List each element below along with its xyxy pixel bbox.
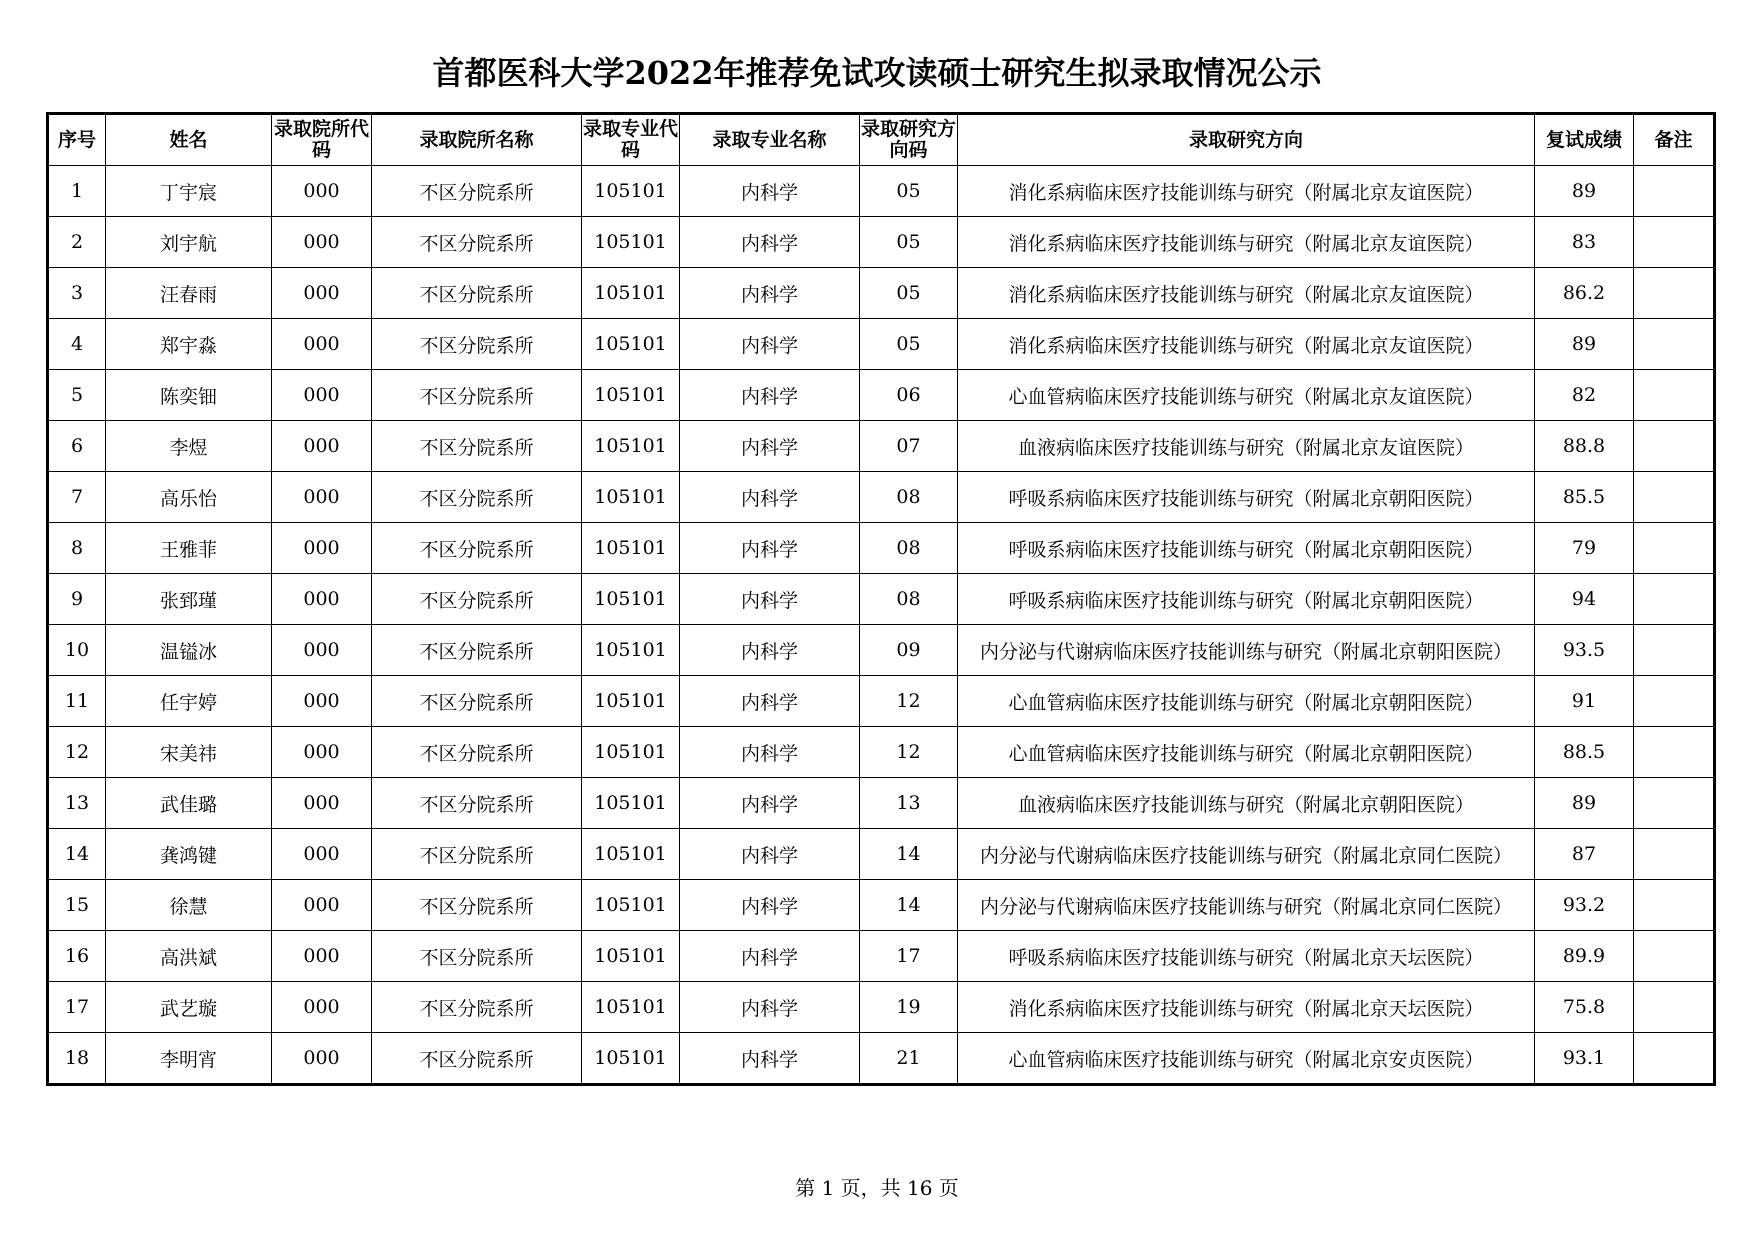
cell-seq: 16	[48, 931, 106, 982]
cell-name: 陈奕钿	[106, 370, 272, 421]
cell-dir-code: 13	[860, 778, 958, 829]
cell-direction: 内分泌与代谢病临床医疗技能训练与研究（附属北京朝阳医院）	[958, 625, 1535, 676]
cell-major-code: 105101	[582, 166, 680, 217]
cell-major-code: 105101	[582, 676, 680, 727]
cell-name: 郑宇淼	[106, 319, 272, 370]
cell-seq: 3	[48, 268, 106, 319]
cell-inst-name: 不区分院系所	[372, 778, 582, 829]
cell-seq: 4	[48, 319, 106, 370]
cell-seq: 7	[48, 472, 106, 523]
cell-dir-code: 05	[860, 268, 958, 319]
cell-seq: 1	[48, 166, 106, 217]
cell-major-name: 内科学	[680, 880, 860, 931]
cell-major-code: 105101	[582, 829, 680, 880]
header-note: 备注	[1634, 114, 1715, 166]
cell-score: 93.2	[1535, 880, 1634, 931]
cell-seq: 12	[48, 727, 106, 778]
cell-inst-code: 000	[272, 370, 372, 421]
cell-seq: 13	[48, 778, 106, 829]
cell-major-name: 内科学	[680, 574, 860, 625]
cell-note	[1634, 880, 1715, 931]
cell-inst-name: 不区分院系所	[372, 472, 582, 523]
cell-inst-code: 000	[272, 523, 372, 574]
cell-note	[1634, 268, 1715, 319]
table-row	[48, 574, 1715, 625]
header-major-name: 录取专业名称	[680, 114, 860, 166]
cell-name: 武艺璇	[106, 982, 272, 1033]
cell-dir-code: 05	[860, 166, 958, 217]
header-inst-code: 录取院所代码	[272, 114, 372, 166]
cell-inst-name: 不区分院系所	[372, 676, 582, 727]
cell-inst-name: 不区分院系所	[372, 268, 582, 319]
cell-major-name: 内科学	[680, 625, 860, 676]
cell-score: 86.2	[1535, 268, 1634, 319]
cell-major-code: 105101	[582, 472, 680, 523]
cell-dir-code: 08	[860, 472, 958, 523]
cell-major-name: 内科学	[680, 1033, 860, 1085]
cell-note	[1634, 319, 1715, 370]
cell-inst-name: 不区分院系所	[372, 1033, 582, 1085]
cell-direction: 血液病临床医疗技能训练与研究（附属北京朝阳医院）	[958, 778, 1535, 829]
cell-note	[1634, 778, 1715, 829]
cell-score: 89.9	[1535, 931, 1634, 982]
cell-direction: 血液病临床医疗技能训练与研究（附属北京友谊医院）	[958, 421, 1535, 472]
cell-inst-name: 不区分院系所	[372, 166, 582, 217]
cell-name: 宋美祎	[106, 727, 272, 778]
cell-major-name: 内科学	[680, 421, 860, 472]
cell-inst-code: 000	[272, 676, 372, 727]
cell-inst-name: 不区分院系所	[372, 523, 582, 574]
cell-seq: 9	[48, 574, 106, 625]
cell-score: 87	[1535, 829, 1634, 880]
cell-note	[1634, 217, 1715, 268]
cell-seq: 15	[48, 880, 106, 931]
cell-note	[1634, 1033, 1715, 1085]
cell-inst-code: 000	[272, 829, 372, 880]
cell-note	[1634, 166, 1715, 217]
cell-direction: 内分泌与代谢病临床医疗技能训练与研究（附属北京同仁医院）	[958, 880, 1535, 931]
table-row	[48, 523, 1715, 574]
cell-major-code: 105101	[582, 268, 680, 319]
cell-note	[1634, 370, 1715, 421]
cell-major-code: 105101	[582, 625, 680, 676]
cell-inst-name: 不区分院系所	[372, 931, 582, 982]
cell-inst-code: 000	[272, 880, 372, 931]
cell-direction: 心血管病临床医疗技能训练与研究（附属北京友谊医院）	[958, 370, 1535, 421]
cell-dir-code: 08	[860, 574, 958, 625]
cell-direction: 呼吸系病临床医疗技能训练与研究（附属北京天坛医院）	[958, 931, 1535, 982]
cell-score: 75.8	[1535, 982, 1634, 1033]
cell-score: 93.5	[1535, 625, 1634, 676]
cell-major-code: 105101	[582, 574, 680, 625]
cell-direction: 消化系病临床医疗技能训练与研究（附属北京友谊医院）	[958, 268, 1535, 319]
cell-note	[1634, 523, 1715, 574]
cell-inst-code: 000	[272, 625, 372, 676]
cell-dir-code: 05	[860, 217, 958, 268]
cell-major-code: 105101	[582, 217, 680, 268]
cell-major-code: 105101	[582, 421, 680, 472]
cell-inst-name: 不区分院系所	[372, 625, 582, 676]
cell-name: 王雅菲	[106, 523, 272, 574]
cell-dir-code: 14	[860, 880, 958, 931]
cell-inst-code: 000	[272, 1033, 372, 1085]
cell-note	[1634, 829, 1715, 880]
cell-major-code: 105101	[582, 370, 680, 421]
cell-name: 丁宇宸	[106, 166, 272, 217]
cell-name: 任宇婷	[106, 676, 272, 727]
cell-note	[1634, 931, 1715, 982]
cell-seq: 6	[48, 421, 106, 472]
table-row	[48, 829, 1715, 880]
cell-score: 89	[1535, 778, 1634, 829]
header-major-code: 录取专业代码	[582, 114, 680, 166]
cell-name: 高洪斌	[106, 931, 272, 982]
cell-inst-code: 000	[272, 166, 372, 217]
table-row	[48, 625, 1715, 676]
cell-score: 85.5	[1535, 472, 1634, 523]
cell-direction: 消化系病临床医疗技能训练与研究（附属北京友谊医院）	[958, 217, 1535, 268]
cell-inst-name: 不区分院系所	[372, 370, 582, 421]
header-inst-name: 录取院所名称	[372, 114, 582, 166]
table-row	[48, 370, 1715, 421]
cell-seq: 2	[48, 217, 106, 268]
cell-score: 94	[1535, 574, 1634, 625]
header-row	[48, 114, 1715, 166]
table-row	[48, 982, 1715, 1033]
table-row	[48, 778, 1715, 829]
cell-major-code: 105101	[582, 523, 680, 574]
cell-score: 79	[1535, 523, 1634, 574]
page-title: 首都医科大学2022年推荐免试攻读硕士研究生拟录取情况公示	[432, 54, 1322, 92]
cell-major-name: 内科学	[680, 319, 860, 370]
table-row	[48, 166, 1715, 217]
cell-inst-name: 不区分院系所	[372, 829, 582, 880]
cell-name: 汪春雨	[106, 268, 272, 319]
cell-major-name: 内科学	[680, 931, 860, 982]
cell-name: 武佳璐	[106, 778, 272, 829]
page-footer: 第 1 页，共 16 页	[795, 1176, 959, 1200]
cell-name: 徐慧	[106, 880, 272, 931]
table-row	[48, 421, 1715, 472]
table-row	[48, 727, 1715, 778]
cell-dir-code: 08	[860, 523, 958, 574]
cell-inst-name: 不区分院系所	[372, 880, 582, 931]
cell-name: 刘宇航	[106, 217, 272, 268]
cell-major-name: 内科学	[680, 727, 860, 778]
cell-inst-code: 000	[272, 574, 372, 625]
table-row	[48, 931, 1715, 982]
cell-dir-code: 19	[860, 982, 958, 1033]
cell-direction: 心血管病临床医疗技能训练与研究（附属北京朝阳医院）	[958, 676, 1535, 727]
cell-inst-name: 不区分院系所	[372, 982, 582, 1033]
cell-inst-code: 000	[272, 472, 372, 523]
cell-major-name: 内科学	[680, 268, 860, 319]
cell-name: 龚鸿键	[106, 829, 272, 880]
cell-major-name: 内科学	[680, 778, 860, 829]
header-dir-code: 录取研究方向码	[860, 114, 958, 166]
cell-inst-code: 000	[272, 727, 372, 778]
admission-table	[46, 112, 1716, 1086]
cell-major-name: 内科学	[680, 217, 860, 268]
cell-score: 88.5	[1535, 727, 1634, 778]
cell-name: 李煜	[106, 421, 272, 472]
cell-dir-code: 12	[860, 676, 958, 727]
header-score: 复试成绩	[1535, 114, 1634, 166]
cell-score: 93.1	[1535, 1033, 1634, 1085]
cell-inst-code: 000	[272, 217, 372, 268]
table-row	[48, 472, 1715, 523]
cell-direction: 内分泌与代谢病临床医疗技能训练与研究（附属北京同仁医院）	[958, 829, 1535, 880]
cell-score: 83	[1535, 217, 1634, 268]
cell-note	[1634, 574, 1715, 625]
cell-note	[1634, 982, 1715, 1033]
cell-inst-code: 000	[272, 931, 372, 982]
cell-major-name: 内科学	[680, 676, 860, 727]
cell-major-name: 内科学	[680, 472, 860, 523]
cell-note	[1634, 472, 1715, 523]
cell-direction: 消化系病临床医疗技能训练与研究（附属北京友谊医院）	[958, 319, 1535, 370]
table-row	[48, 676, 1715, 727]
table-row	[48, 1033, 1715, 1085]
cell-dir-code: 09	[860, 625, 958, 676]
cell-score: 88.8	[1535, 421, 1634, 472]
cell-inst-name: 不区分院系所	[372, 574, 582, 625]
cell-inst-code: 000	[272, 268, 372, 319]
cell-seq: 8	[48, 523, 106, 574]
cell-dir-code: 12	[860, 727, 958, 778]
cell-inst-name: 不区分院系所	[372, 727, 582, 778]
cell-name: 温镒冰	[106, 625, 272, 676]
cell-direction: 呼吸系病临床医疗技能训练与研究（附属北京朝阳医院）	[958, 472, 1535, 523]
cell-note	[1634, 625, 1715, 676]
cell-name: 张郅瑾	[106, 574, 272, 625]
cell-major-code: 105101	[582, 1033, 680, 1085]
header-name: 姓名	[106, 114, 272, 166]
cell-score: 89	[1535, 166, 1634, 217]
cell-dir-code: 17	[860, 931, 958, 982]
table-row	[48, 319, 1715, 370]
cell-score: 89	[1535, 319, 1634, 370]
cell-name: 李明宵	[106, 1033, 272, 1085]
cell-seq: 10	[48, 625, 106, 676]
table-row	[48, 217, 1715, 268]
cell-major-name: 内科学	[680, 523, 860, 574]
cell-seq: 18	[48, 1033, 106, 1085]
cell-major-code: 105101	[582, 931, 680, 982]
cell-score: 91	[1535, 676, 1634, 727]
cell-inst-code: 000	[272, 319, 372, 370]
cell-major-name: 内科学	[680, 982, 860, 1033]
cell-direction: 呼吸系病临床医疗技能训练与研究（附属北京朝阳医院）	[958, 523, 1535, 574]
cell-score: 82	[1535, 370, 1634, 421]
cell-major-code: 105101	[582, 727, 680, 778]
cell-seq: 5	[48, 370, 106, 421]
cell-inst-code: 000	[272, 421, 372, 472]
cell-direction: 呼吸系病临床医疗技能训练与研究（附属北京朝阳医院）	[958, 574, 1535, 625]
cell-dir-code: 14	[860, 829, 958, 880]
cell-direction: 消化系病临床医疗技能训练与研究（附属北京友谊医院）	[958, 166, 1535, 217]
cell-inst-name: 不区分院系所	[372, 319, 582, 370]
cell-inst-name: 不区分院系所	[372, 217, 582, 268]
cell-seq: 11	[48, 676, 106, 727]
cell-major-code: 105101	[582, 880, 680, 931]
cell-seq: 17	[48, 982, 106, 1033]
cell-major-name: 内科学	[680, 829, 860, 880]
cell-inst-name: 不区分院系所	[372, 421, 582, 472]
cell-major-code: 105101	[582, 319, 680, 370]
cell-note	[1634, 727, 1715, 778]
cell-dir-code: 07	[860, 421, 958, 472]
cell-seq: 14	[48, 829, 106, 880]
table-row	[48, 268, 1715, 319]
cell-major-code: 105101	[582, 982, 680, 1033]
cell-major-code: 105101	[582, 778, 680, 829]
cell-direction: 心血管病临床医疗技能训练与研究（附属北京安贞医院）	[958, 1033, 1535, 1085]
cell-dir-code: 21	[860, 1033, 958, 1085]
cell-name: 高乐怡	[106, 472, 272, 523]
header-seq: 序号	[48, 114, 106, 166]
cell-major-name: 内科学	[680, 166, 860, 217]
cell-direction: 心血管病临床医疗技能训练与研究（附属北京朝阳医院）	[958, 727, 1535, 778]
cell-direction: 消化系病临床医疗技能训练与研究（附属北京天坛医院）	[958, 982, 1535, 1033]
cell-inst-code: 000	[272, 778, 372, 829]
table-row	[48, 880, 1715, 931]
cell-inst-code: 000	[272, 982, 372, 1033]
header-direction: 录取研究方向	[958, 114, 1535, 166]
cell-dir-code: 05	[860, 319, 958, 370]
cell-major-name: 内科学	[680, 370, 860, 421]
cell-note	[1634, 421, 1715, 472]
cell-note	[1634, 676, 1715, 727]
cell-dir-code: 06	[860, 370, 958, 421]
